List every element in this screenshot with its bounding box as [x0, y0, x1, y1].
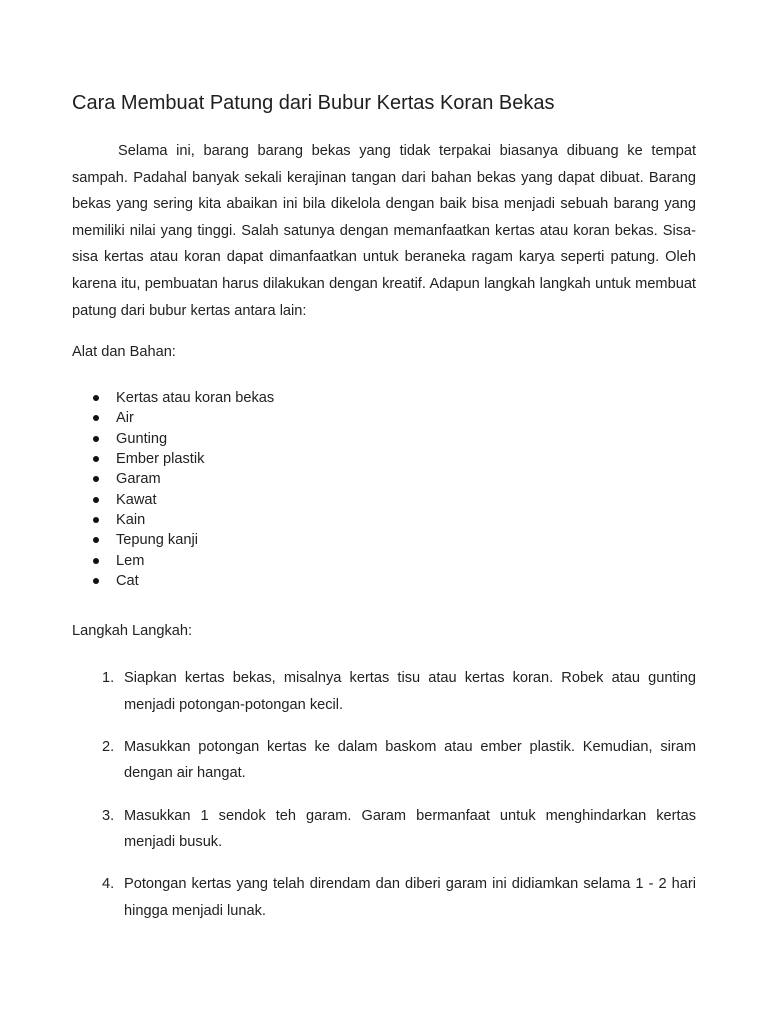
tool-item-text: Air — [116, 410, 134, 427]
bullet-icon — [93, 395, 99, 401]
tool-item — [72, 490, 696, 510]
tool-item-text: Lem — [116, 552, 145, 569]
step-number: 4. — [102, 876, 115, 893]
intro-paragraph: Selama ini, barang barang bekas yang tidak terpakai biasanya dibuang ke tempat sampah. Padahal banyak sekali kerajinan tangan dari bahan bekas yang dapat dibuat. Barang bekas yang sering kita abaikan ini bila dikelola dengan baik bisa menjadi sebuah barang yang memiliki nilai yang tinggi. Salah satunya dengan memanfaatkan kertas atau koran bekas. Sisa-sisa kertas atau koran dapat dimanfaatkan untuk beraneka ragam karya seperti patung. Oleh karena itu, pembuatan harus dilakukan dengan kreatif. Adapun langkah langkah untuk membuat patung dari bubur kertas antara lain: — [72, 143, 696, 319]
tool-item-text: Kertas atau koran bekas — [116, 390, 275, 407]
document-page — [72, 88, 696, 940]
bullet-icon — [93, 415, 99, 421]
step-text: Masukkan 1 sendok teh garam. Garam bermanfaat untuk menghindarkan kertas menjadi busuk. — [124, 807, 696, 851]
tools-heading: Alat dan Bahan: — [72, 344, 176, 361]
tool-item — [72, 449, 696, 469]
tool-item — [72, 408, 696, 428]
tool-item — [72, 510, 696, 530]
step-number: 3. — [102, 807, 115, 824]
tool-item-text: Cat — [116, 572, 139, 589]
tool-item — [72, 388, 696, 408]
step-item — [72, 871, 696, 924]
step-text: Masukkan potongan kertas ke dalam baskom atau ember plastik. Kemudian, siram dengan air hangat. — [124, 738, 696, 782]
tool-item-text: Kain — [116, 511, 146, 528]
tool-item — [72, 551, 696, 571]
tools-list — [72, 388, 696, 591]
tool-item — [72, 530, 696, 550]
tool-item — [72, 571, 696, 591]
bullet-icon — [93, 578, 99, 584]
bullet-icon — [93, 517, 99, 523]
bullet-icon — [93, 558, 99, 564]
tool-item — [72, 429, 696, 449]
step-item — [72, 665, 696, 718]
step-text: Siapkan kertas bekas, misalnya kertas tisu atau kertas koran. Robek atau gunting menjadi potongan-potongan kecil. — [124, 670, 696, 713]
steps-list — [72, 665, 696, 924]
step-number: 2. — [102, 738, 115, 755]
bullet-icon — [93, 537, 99, 543]
tool-item-text: Gunting — [116, 430, 168, 447]
bullet-icon — [93, 476, 99, 482]
bullet-icon — [93, 456, 99, 462]
step-number: 1. — [102, 670, 115, 687]
tool-item-text: Garam — [116, 471, 161, 488]
step-text: Potongan kertas yang telah direndam dan diberi garam ini didiamkan selama 1 - 2 hari hingga menjadi lunak. — [124, 876, 696, 919]
steps-heading: Langkah Langkah: — [72, 623, 193, 640]
tool-item-text: Kawat — [116, 491, 157, 508]
bullet-icon — [93, 497, 99, 503]
tool-item-text: Ember plastik — [116, 451, 205, 468]
tool-item-text: Tepung kanji — [116, 532, 198, 549]
bullet-icon — [93, 436, 99, 442]
document-title: Cara Membuat Patung dari Bubur Kertas Koran Bekas — [72, 92, 555, 114]
step-item — [72, 803, 696, 856]
step-item — [72, 734, 696, 787]
tool-item — [72, 469, 696, 489]
